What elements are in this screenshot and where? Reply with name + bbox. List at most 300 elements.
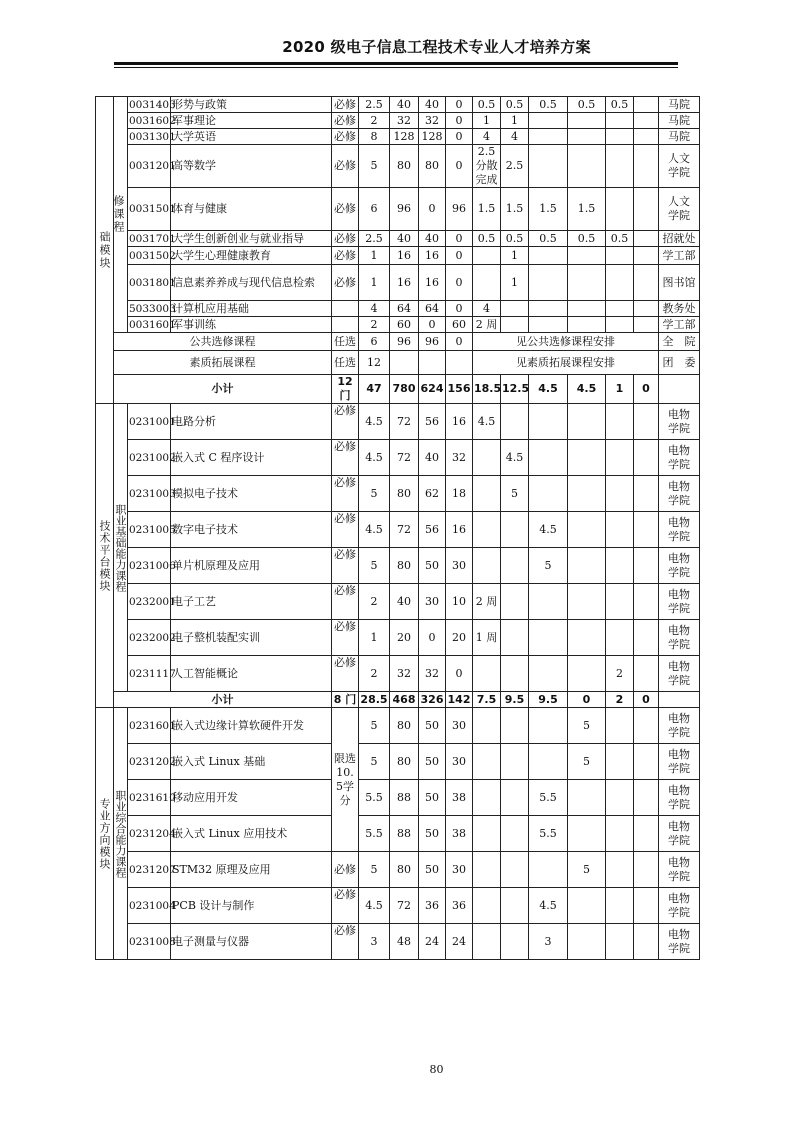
semester-2-credits: 4 <box>501 129 529 145</box>
subtotal-practice: 156 <box>446 375 473 404</box>
semester-6-credits <box>634 924 659 960</box>
subtotal-course-count: 8 门 <box>332 692 359 708</box>
practice-hours: 30 <box>446 744 473 780</box>
elective-type: 任选 <box>332 333 359 351</box>
course-code: 0031301 <box>129 130 176 143</box>
course-type: 必修 <box>332 188 359 231</box>
practice-hours: 32 <box>446 440 473 476</box>
course-row <box>96 188 700 231</box>
semester-4-credits <box>568 129 606 145</box>
course-code: 0031502 <box>128 247 171 265</box>
semester-4-credits <box>568 656 606 692</box>
theory-hours: 16 <box>419 247 446 265</box>
total-hours: 16 <box>390 265 419 301</box>
semester-6-credits <box>634 265 659 301</box>
total-hours: 72 <box>390 888 419 924</box>
course-credits: 4.5 <box>359 512 390 548</box>
practice-hours: 20 <box>446 620 473 656</box>
semester-5-credits <box>606 317 634 333</box>
semester-2-credits <box>501 744 529 780</box>
semester-6-credits <box>634 231 659 247</box>
theory-hours: 30 <box>419 584 446 620</box>
elective-credits: 12 <box>359 351 390 375</box>
theory-hours: 0 <box>419 620 446 656</box>
course-credits: 5 <box>359 476 390 512</box>
subtotal-semester-1: 18.5 <box>473 375 501 404</box>
semester-2-credits <box>501 404 529 440</box>
course-credits: 4.5 <box>359 888 390 924</box>
course-code: 0031801 <box>128 265 171 301</box>
total-hours: 128 <box>390 129 419 145</box>
subtotal-total: 468 <box>390 692 419 708</box>
course-plan-table <box>95 96 700 960</box>
semester-1-credits: 4 <box>473 129 501 145</box>
theory-hours: 128 <box>419 129 446 145</box>
course-credits: 4.5 <box>359 440 390 476</box>
course-type: 必修 <box>332 145 359 188</box>
semester-2-credits: 0.5 <box>501 231 529 247</box>
semester-1-credits <box>473 780 501 816</box>
course-name: 军事训练 <box>171 317 332 333</box>
semester-3-credits: 3 <box>529 924 568 960</box>
course-row <box>96 97 700 113</box>
course-credits: 5 <box>359 852 390 888</box>
total-hours: 60 <box>390 317 419 333</box>
elective-theory-hours: 96 <box>419 333 446 351</box>
course-credits: 2 <box>359 113 390 129</box>
elective-row <box>96 333 700 351</box>
practice-hours: 0 <box>446 247 473 265</box>
semester-3-credits <box>529 656 568 692</box>
semester-5-credits <box>606 620 634 656</box>
course-code: 0231006 <box>128 548 171 584</box>
semester-5-credits <box>606 888 634 924</box>
course-type: 必修 <box>332 852 359 888</box>
semester-5-credits <box>606 301 634 317</box>
elective-note: 见公共选修课程安排 <box>473 333 659 351</box>
elective-theory-hours <box>419 351 446 375</box>
semester-6-credits <box>634 317 659 333</box>
semester-5-credits <box>606 548 634 584</box>
elective-practice-hours: 0 <box>446 333 473 351</box>
total-hours: 40 <box>390 584 419 620</box>
semester-5-credits <box>606 744 634 780</box>
semester-3-credits <box>529 744 568 780</box>
course-row <box>96 584 700 620</box>
course-name: 军事理论 <box>171 113 332 129</box>
course-row <box>96 656 700 692</box>
department: 学工部 <box>659 317 700 333</box>
module-label: 础模块 <box>96 97 114 404</box>
course-credits: 1 <box>359 265 390 301</box>
semester-3-credits <box>529 620 568 656</box>
course-name: 嵌入式边缘计算软硬件开发 <box>171 708 332 744</box>
course-name: 计算机应用基础 <box>171 301 332 317</box>
subtotal-theory: 624 <box>419 375 446 404</box>
department: 马院 <box>659 97 700 113</box>
semester-4-credits: 1.5 <box>568 188 606 231</box>
semester-2-credits <box>501 656 529 692</box>
semester-5-credits <box>606 924 634 960</box>
course-type: 必修 <box>332 584 359 620</box>
subtotal-semester-4: 4.5 <box>568 375 606 404</box>
semester-1-credits <box>473 656 501 692</box>
theory-hours: 50 <box>419 780 446 816</box>
semester-5-credits <box>606 816 634 852</box>
semester-2-credits: 4.5 <box>501 440 529 476</box>
semester-4-credits <box>568 440 606 476</box>
semester-3-credits <box>529 145 568 188</box>
course-code: 0231117 <box>128 656 171 692</box>
subtotal-credits: 47 <box>359 375 390 404</box>
course-name: 嵌入式 Linux 基础 <box>171 744 332 780</box>
semester-1-credits: 0.5 <box>473 97 501 113</box>
practice-hours: 16 <box>446 512 473 548</box>
department: 电物 学院 <box>659 780 700 816</box>
semester-6-credits <box>634 97 659 113</box>
total-hours: 40 <box>390 231 419 247</box>
course-code: 0031201 <box>128 145 171 188</box>
course-row <box>96 247 700 265</box>
practice-hours: 36 <box>446 888 473 924</box>
course-row <box>96 620 700 656</box>
theory-hours: 0 <box>419 317 446 333</box>
total-hours: 72 <box>390 440 419 476</box>
semester-3-credits <box>529 404 568 440</box>
semester-4-credits: 0.5 <box>568 97 606 113</box>
course-type: 必修 <box>332 97 359 113</box>
semester-2-credits <box>501 301 529 317</box>
subtotal-semester-3: 9.5 <box>529 692 568 708</box>
course-code: 0232001 <box>128 584 171 620</box>
subtotal-semester-4: 0 <box>568 692 606 708</box>
course-row <box>96 816 700 852</box>
course-credits: 5 <box>359 548 390 584</box>
course-code: 0232002 <box>128 620 171 656</box>
course-type: 必修 <box>332 440 359 476</box>
course-credits: 4.5 <box>359 404 390 440</box>
course-name: 大学生创新创业与就业指导 <box>171 231 332 247</box>
semester-4-credits <box>568 816 606 852</box>
course-type: 必修 <box>332 476 359 512</box>
semester-4-credits <box>568 584 606 620</box>
theory-hours: 50 <box>419 548 446 584</box>
semester-1-credits <box>473 476 501 512</box>
department: 电物 学院 <box>659 816 700 852</box>
semester-5-credits <box>606 440 634 476</box>
elective-note: 见素质拓展课程安排 <box>473 351 659 375</box>
course-credits: 5.5 <box>359 780 390 816</box>
elective-name: 公共选修课程 <box>114 333 332 351</box>
subtotal-semester-3: 4.5 <box>529 375 568 404</box>
course-row <box>96 440 700 476</box>
semester-5-credits <box>606 584 634 620</box>
practice-hours: 30 <box>446 852 473 888</box>
semester-3-credits: 1.5 <box>529 188 568 231</box>
course-type: 必修 <box>332 888 359 924</box>
course-row <box>96 780 700 816</box>
department: 马院 <box>659 113 700 129</box>
course-name: 电子整机装配实训 <box>171 620 332 656</box>
course-code: 0231204 <box>128 816 171 852</box>
course-name: 人工智能概论 <box>171 656 332 692</box>
course-code: 0231003 <box>128 476 171 512</box>
subtotal-theory: 326 <box>419 692 446 708</box>
semester-6-credits <box>634 744 659 780</box>
semester-3-credits <box>529 301 568 317</box>
semester-4-credits <box>568 145 606 188</box>
subtotal-semester-5: 1 <box>606 375 634 404</box>
course-row <box>96 265 700 301</box>
course-type: 必修 <box>332 129 359 145</box>
semester-2-credits: 5 <box>501 476 529 512</box>
semester-4-credits <box>568 317 606 333</box>
course-name: 电子测量与仪器 <box>171 924 332 960</box>
semester-5-credits: 0.5 <box>606 231 634 247</box>
course-row <box>96 512 700 548</box>
course-credits: 2.5 <box>359 231 390 247</box>
course-type: 必修 <box>332 247 359 265</box>
theory-hours: 0 <box>419 188 446 231</box>
header-rule-thick <box>114 62 678 65</box>
theory-hours: 56 <box>419 404 446 440</box>
total-hours: 88 <box>390 816 419 852</box>
course-name: 大学英语 <box>171 129 332 145</box>
module-label: 技术平台模块 <box>96 404 114 708</box>
theory-hours: 62 <box>419 476 446 512</box>
course-type: 必修 <box>332 548 359 584</box>
course-credits: 2.5 <box>359 97 390 113</box>
semester-1-credits <box>473 924 501 960</box>
semester-3-credits: 5.5 <box>529 816 568 852</box>
semester-1-credits: 0.5 <box>473 231 501 247</box>
course-row <box>96 317 700 333</box>
semester-4-credits <box>568 780 606 816</box>
semester-6-credits <box>634 512 659 548</box>
semester-1-credits <box>473 265 501 301</box>
theory-hours: 50 <box>419 744 446 780</box>
semester-1-credits <box>473 247 501 265</box>
semester-2-credits <box>501 852 529 888</box>
subtotal-semester-5: 2 <box>606 692 634 708</box>
course-credits: 2 <box>359 656 390 692</box>
semester-6-credits <box>634 548 659 584</box>
course-name: 模拟电子技术 <box>171 476 332 512</box>
course-code: 0231002 <box>128 440 171 476</box>
semester-2-credits <box>501 620 529 656</box>
practice-hours: 0 <box>446 113 473 129</box>
course-code: 0231004 <box>128 888 171 924</box>
course-name: 电子工艺 <box>171 584 332 620</box>
semester-6-credits <box>634 188 659 231</box>
course-row <box>96 888 700 924</box>
course-code: 0231207 <box>128 852 171 888</box>
department: 电物 学院 <box>659 888 700 924</box>
practice-hours: 30 <box>446 708 473 744</box>
semester-4-credits <box>568 265 606 301</box>
course-row <box>96 129 700 145</box>
semester-5-credits <box>606 247 634 265</box>
course-row <box>96 852 700 888</box>
department: 电物 学院 <box>659 656 700 692</box>
semester-6-credits <box>634 620 659 656</box>
theory-hours: 32 <box>419 656 446 692</box>
course-credits: 4 <box>359 301 390 317</box>
course-name: 嵌入式 C 程序设计 <box>171 440 332 476</box>
practice-hours: 38 <box>446 780 473 816</box>
theory-hours: 40 <box>419 97 446 113</box>
course-type <box>332 301 359 317</box>
table-body <box>96 97 700 960</box>
semester-3-credits <box>529 247 568 265</box>
semester-2-credits <box>501 548 529 584</box>
semester-4-credits <box>568 924 606 960</box>
semester-4-credits: 0.5 <box>568 231 606 247</box>
practice-hours: 24 <box>446 924 473 960</box>
course-code: 5033003 <box>129 302 176 315</box>
category-label: 职业基础能力课程 <box>114 404 128 692</box>
semester-3-credits <box>529 265 568 301</box>
semester-1-credits <box>473 548 501 584</box>
semester-5-credits <box>606 188 634 231</box>
course-name: 高等数学 <box>171 145 332 188</box>
semester-5-credits <box>606 476 634 512</box>
total-hours: 80 <box>390 708 419 744</box>
practice-hours: 0 <box>446 656 473 692</box>
theory-hours: 36 <box>419 888 446 924</box>
theory-hours: 56 <box>419 512 446 548</box>
subtotal-row <box>96 375 700 404</box>
module-label: 专业方向模块 <box>96 708 114 960</box>
department: 图书馆 <box>659 265 700 301</box>
elective-type: 任选 <box>332 351 359 375</box>
course-credits: 1 <box>359 247 390 265</box>
course-code: 0231005 <box>128 512 171 548</box>
semester-3-credits <box>529 852 568 888</box>
semester-6-credits <box>634 888 659 924</box>
semester-3-credits <box>529 708 568 744</box>
total-hours: 80 <box>390 852 419 888</box>
semester-6-credits <box>634 129 659 145</box>
semester-4-credits <box>568 512 606 548</box>
semester-6-credits <box>634 301 659 317</box>
semester-4-credits: 5 <box>568 708 606 744</box>
course-row <box>96 548 700 584</box>
course-credits: 5 <box>359 744 390 780</box>
semester-2-credits: 1.5 <box>501 188 529 231</box>
course-row <box>96 301 700 317</box>
header-rule-thin <box>114 67 678 68</box>
semester-1-credits: 4.5 <box>473 404 501 440</box>
semester-4-credits <box>568 620 606 656</box>
semester-2-credits <box>501 780 529 816</box>
course-name: 形势与政策 <box>171 97 332 113</box>
theory-hours: 32 <box>419 113 446 129</box>
elective-practice-hours <box>446 351 473 375</box>
semester-3-credits: 5.5 <box>529 780 568 816</box>
course-credits: 2 <box>359 584 390 620</box>
course-name: 移动应用开发 <box>171 780 332 816</box>
page-number: 80 <box>429 1063 444 1076</box>
semester-4-credits <box>568 301 606 317</box>
semester-2-credits <box>501 317 529 333</box>
semester-6-credits <box>634 708 659 744</box>
course-type: 必修 <box>332 231 359 247</box>
semester-4-credits: 5 <box>568 744 606 780</box>
semester-5-credits: 0.5 <box>606 97 634 113</box>
total-hours: 80 <box>390 744 419 780</box>
course-credits: 6 <box>359 188 390 231</box>
theory-hours: 24 <box>419 924 446 960</box>
course-credits: 2 <box>359 317 390 333</box>
course-row <box>96 744 700 780</box>
department: 电物 学院 <box>659 440 700 476</box>
semester-4-credits <box>568 404 606 440</box>
semester-1-credits <box>473 512 501 548</box>
course-type: 必修 <box>332 656 359 692</box>
semester-3-credits <box>529 584 568 620</box>
course-code: 0231001 <box>128 404 171 440</box>
semester-3-credits <box>529 113 568 129</box>
course-type <box>332 317 359 333</box>
department: 电物 学院 <box>659 852 700 888</box>
semester-1-credits: 2 周 <box>473 584 501 620</box>
course-type: 必修 <box>332 620 359 656</box>
semester-2-credits <box>501 584 529 620</box>
department: 教务处 <box>659 301 700 317</box>
department: 人文 学院 <box>659 188 700 231</box>
semester-1-credits <box>473 708 501 744</box>
semester-4-credits <box>568 888 606 924</box>
category-label: 职业综合能力课程 <box>114 708 128 960</box>
course-name: 体育与健康 <box>171 188 332 231</box>
course-code: 0031403 <box>129 98 176 111</box>
elective-row <box>96 351 700 375</box>
total-hours: 32 <box>390 656 419 692</box>
course-row <box>96 113 700 129</box>
semester-5-credits <box>606 780 634 816</box>
semester-2-credits <box>501 708 529 744</box>
practice-hours: 0 <box>446 145 473 188</box>
course-code: 0031602 <box>129 114 176 127</box>
total-hours: 80 <box>390 548 419 584</box>
practice-hours: 0 <box>446 301 473 317</box>
department: 电物 学院 <box>659 512 700 548</box>
department: 电物 学院 <box>659 404 700 440</box>
semester-6-credits <box>634 584 659 620</box>
semester-6-credits <box>634 780 659 816</box>
course-type: 必修 <box>332 113 359 129</box>
elective-department: 全 院 <box>659 333 700 351</box>
course-name: PCB 设计与制作 <box>171 888 332 924</box>
semester-6-credits <box>634 816 659 852</box>
semester-4-credits <box>568 476 606 512</box>
practice-hours: 0 <box>446 265 473 301</box>
subtotal-semester-6: 0 <box>634 375 659 404</box>
semester-6-credits <box>634 656 659 692</box>
course-name: 嵌入式 Linux 应用技术 <box>171 816 332 852</box>
semester-5-credits <box>606 852 634 888</box>
subtotal-practice: 142 <box>446 692 473 708</box>
theory-hours: 40 <box>419 440 446 476</box>
subtotal-label: 小计 <box>114 692 332 708</box>
course-credits: 5.5 <box>359 816 390 852</box>
department: 电物 学院 <box>659 924 700 960</box>
semester-1-credits: 1 <box>473 113 501 129</box>
department: 电物 学院 <box>659 548 700 584</box>
semester-3-credits: 5 <box>529 548 568 584</box>
department: 人文 学院 <box>659 145 700 188</box>
